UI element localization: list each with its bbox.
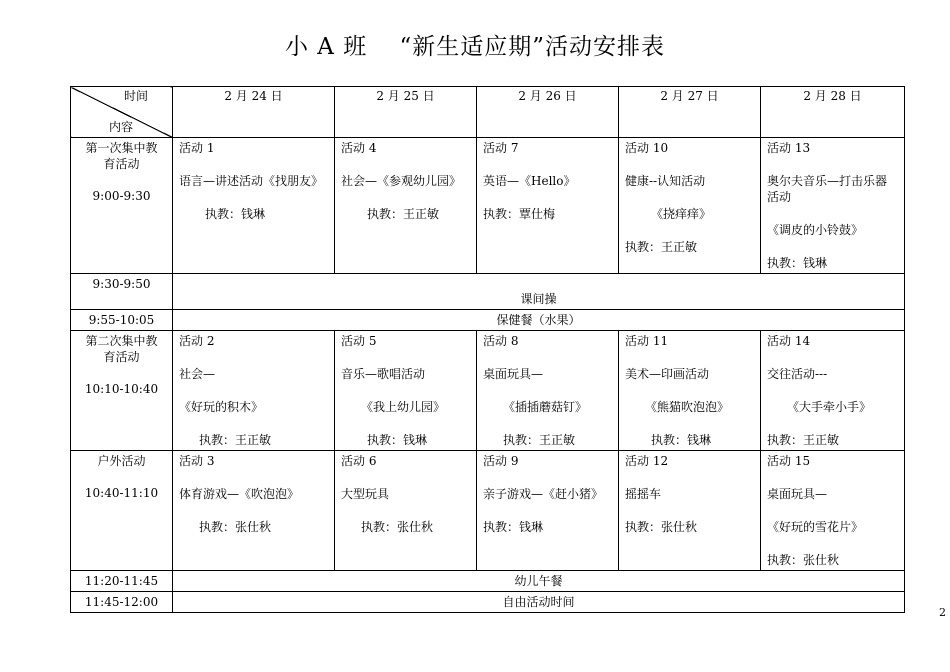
activity-number: 活动 12 — [625, 454, 669, 468]
day-header: 2 月 26 日 — [477, 87, 619, 138]
activity-number: 活动 8 — [483, 334, 519, 348]
activity-title: 美术—印画活动 — [625, 367, 710, 381]
corner-content-label: 内容 — [109, 120, 134, 134]
day-header: 2 月 24 日 — [173, 87, 335, 138]
table-row — [71, 310, 905, 331]
activity-number: 活动 15 — [767, 454, 811, 468]
period-label: 育活动 — [103, 350, 140, 364]
period-label: 育活动 — [103, 157, 140, 171]
day-header: 2 月 27 日 — [619, 87, 761, 138]
activity-teacher: 执教：王正敏 — [367, 207, 440, 221]
activity-number: 活动 5 — [341, 334, 377, 348]
activity-number: 活动 10 — [625, 141, 669, 155]
header-row — [71, 87, 905, 138]
time-cell — [71, 331, 173, 451]
activity-title: 桌面玩具— — [767, 487, 828, 501]
activity-number: 活动 11 — [625, 334, 669, 348]
period-label: 第一次集中教 — [85, 141, 158, 155]
activity-number: 活动 1 — [179, 141, 215, 155]
activity-number: 活动 9 — [483, 454, 519, 468]
activity-cell — [477, 451, 619, 571]
activity-teacher: 执教：钱琳 — [651, 433, 712, 447]
span-cell — [173, 274, 905, 310]
period-time: 9:00-9:30 — [92, 189, 151, 203]
time-cell: 9:30-9:50 — [71, 274, 173, 310]
activity-teacher: 执教：王正敏 — [503, 433, 576, 447]
activity-cell — [335, 331, 477, 451]
activity-teacher: 执教：钱琳 — [367, 433, 428, 447]
activity-number: 活动 6 — [341, 454, 377, 468]
period-label: 第二次集中教 — [85, 334, 158, 348]
activity-number: 活动 4 — [341, 141, 377, 155]
corner-cell — [71, 87, 173, 138]
activity-title: 桌面玩具— — [483, 367, 544, 381]
activity-number: 活动 2 — [179, 334, 215, 348]
activity-book: 《插插蘑菇钉》 — [503, 400, 588, 414]
period-time: 10:40-11:10 — [84, 486, 159, 500]
activity-teacher: 执教：张仕秋 — [625, 520, 698, 534]
activity-book: 《熊猫吹泡泡》 — [645, 400, 730, 414]
time-cell: 11:45-12:00 — [71, 592, 173, 613]
activity-number: 活动 14 — [767, 334, 811, 348]
table-row — [71, 331, 905, 451]
activity-title: 体育游戏—《吹泡泡》 — [179, 487, 300, 501]
activity-cell — [761, 451, 905, 571]
activity-number: 活动 13 — [767, 141, 811, 155]
activity-title: 社会—《参观幼儿园》 — [341, 174, 462, 188]
activity-title: 社会— — [179, 367, 216, 381]
activity-book: 《挠痒痒》 — [651, 207, 712, 221]
activity-book: 《好玩的积木》 — [179, 400, 264, 414]
activity-cell — [761, 331, 905, 451]
time-cell: 9:55-10:05 — [71, 310, 173, 331]
page-number: 2 — [939, 606, 946, 619]
activity-cell — [335, 451, 477, 571]
activity-title: 大型玩具 — [341, 487, 390, 501]
activity-cell — [619, 451, 761, 571]
table-row — [71, 571, 905, 592]
period-label: 户外活动 — [97, 454, 146, 468]
activity-teacher: 执教：张仕秋 — [361, 520, 434, 534]
activity-teacher: 执教：钱琳 — [767, 256, 828, 270]
table-row — [71, 451, 905, 571]
activity-cell — [335, 138, 477, 274]
span-cell: 保健餐（水果） — [173, 310, 905, 331]
activity-teacher: 执教：王正敏 — [767, 433, 840, 447]
activity-teacher: 执教：覃仕梅 — [483, 207, 556, 221]
activity-cell — [477, 331, 619, 451]
activity-cell — [173, 138, 335, 274]
schedule-table — [70, 86, 905, 613]
activity-number: 活动 3 — [179, 454, 215, 468]
activity-span-text: 课间操 — [520, 292, 557, 306]
page-title: 小 A 班 “新生适应期”活动安排表 — [284, 34, 666, 60]
activity-title: 英语—《Hello》 — [483, 174, 576, 188]
activity-cell — [173, 331, 335, 451]
table-row — [71, 274, 905, 310]
activity-title: 语言—讲述活动《找朋友》 — [179, 174, 324, 188]
activity-cell — [761, 138, 905, 274]
span-cell: 自由活动时间 — [173, 592, 905, 613]
activity-teacher: 执教：张仕秋 — [199, 520, 272, 534]
activity-number: 活动 7 — [483, 141, 519, 155]
activity-teacher: 执教：王正敏 — [199, 433, 272, 447]
activity-title: 交往活动--- — [767, 367, 828, 381]
activity-teacher: 执教：张仕秋 — [767, 553, 840, 567]
time-cell: 11:20-11:45 — [71, 571, 173, 592]
activity-book: 《调皮的小铃鼓》 — [767, 223, 864, 237]
activity-book: 《我上幼儿园》 — [361, 400, 446, 414]
activity-cell — [477, 138, 619, 274]
table-row — [71, 138, 905, 274]
activity-cell — [619, 138, 761, 274]
activity-title: 音乐—歌唱活动 — [341, 367, 426, 381]
activity-title: 摇摇车 — [625, 487, 662, 501]
activity-title: 奥尔夫音乐—打击乐器活动 — [767, 174, 888, 204]
activity-book: 《大手牵小手》 — [787, 400, 872, 414]
time-cell — [71, 451, 173, 571]
activity-teacher: 执教：王正敏 — [625, 240, 698, 254]
activity-teacher: 执教：钱琳 — [483, 520, 544, 534]
activity-cell — [619, 331, 761, 451]
corner-time-label: 时间 — [123, 89, 148, 103]
table-row — [71, 592, 905, 613]
activity-cell — [173, 451, 335, 571]
activity-teacher: 执教：钱琳 — [205, 207, 266, 221]
day-header: 2 月 25 日 — [335, 87, 477, 138]
activity-title: 健康--认知活动 — [625, 174, 706, 188]
activity-title: 亲子游戏—《赶小猪》 — [483, 487, 604, 501]
time-cell — [71, 138, 173, 274]
activity-book: 《好玩的雪花片》 — [767, 520, 864, 534]
day-header: 2 月 28 日 — [761, 87, 905, 138]
span-cell: 幼儿午餐 — [173, 571, 905, 592]
period-time: 10:10-10:40 — [84, 382, 159, 396]
